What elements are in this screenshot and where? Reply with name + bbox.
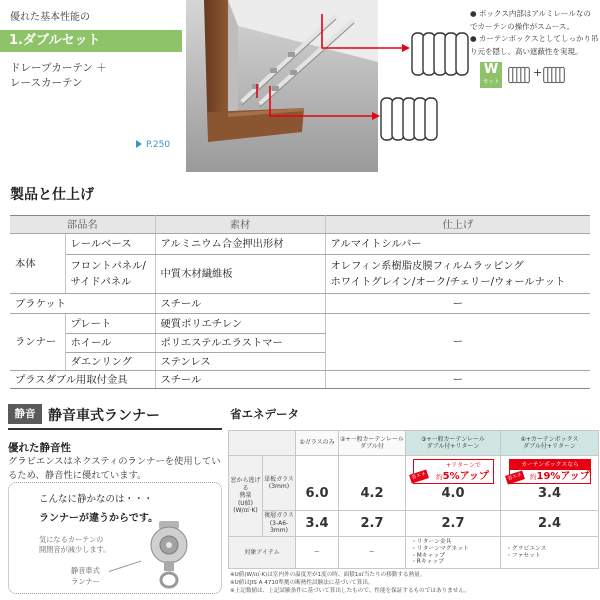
table-row <box>229 456 599 511</box>
section-kicker: 優れた基本性能の <box>10 12 90 23</box>
callout-line-1: こんなに静かなのは・・・ <box>39 494 154 505</box>
footnote: ※U値はJIS A 4710準拠の断熱性試験法に基づいて算出。 <box>230 580 374 586</box>
page-reference-text: P.250 <box>146 140 171 150</box>
feature-line: り元を隠し、高い遮蔽性を実現。 <box>470 46 583 56</box>
material: ステンレス <box>155 353 325 371</box>
photo-runner <box>272 86 279 91</box>
callout-line-2: ランナーが違うからです。 <box>39 513 159 524</box>
eco-badge: 省エネ <box>409 469 429 483</box>
metric-label-line: 熱量 <box>239 492 252 500</box>
savings-callout-box <box>506 459 591 484</box>
part-name: ブラケット <box>10 294 155 314</box>
w-set-label: セット <box>482 79 500 85</box>
footnote: ※U値(W/㎡·K)は室内外の温度差が1度の時、面積1㎡当たりの移動する熱量。 <box>230 572 426 578</box>
item-line: ・リターンマグネット <box>411 545 469 552</box>
items-label: 対象アイテム <box>229 537 296 569</box>
silent-divider <box>8 428 222 430</box>
part-name: プラスダブル用取付金具 <box>10 371 155 389</box>
items-cell <box>406 537 501 569</box>
set-title-bar <box>0 30 182 52</box>
photo-runner <box>270 68 277 73</box>
energy-table <box>228 430 599 569</box>
column-header <box>296 431 339 456</box>
table-header-row <box>10 216 590 234</box>
silent-badge: 静音 <box>8 404 42 424</box>
callout-prefix: 約 <box>436 473 443 481</box>
table-row <box>229 537 599 569</box>
material: 中質木材繊維板 <box>155 255 325 294</box>
u-value: 4.2 <box>360 486 384 501</box>
metric-label-line: (U値) <box>237 499 254 507</box>
column-header-line: ③+一般カーテンレール <box>421 435 485 443</box>
curtain-icon <box>378 95 440 143</box>
finish: ー <box>325 371 590 389</box>
silent-body <box>8 455 224 483</box>
runner-label-line: 静音車式 <box>71 566 100 575</box>
item-line: ・ファセット <box>506 552 541 559</box>
silent-subhead: 優れた静音性 <box>8 442 71 454</box>
callout-note-line: 気になるカーテンの <box>39 535 104 544</box>
products-heading: 製品と仕上げ <box>10 187 94 203</box>
glass-type-line: 複層ガラス <box>264 512 294 520</box>
material: ポリエステルエラストマー <box>155 334 325 353</box>
u-value: 3.4 <box>537 486 562 501</box>
curtain-icon <box>508 65 530 85</box>
u-value: 2.4 <box>501 511 599 537</box>
energy-heading: 省エネデータ <box>230 407 299 421</box>
table-row <box>10 234 590 255</box>
silent-title: 静音車式ランナー <box>48 408 160 424</box>
material: スチール <box>155 371 325 389</box>
column-header <box>339 431 406 456</box>
glass-type-line: (3mm) <box>268 483 290 490</box>
callout-figure <box>530 471 588 484</box>
glass-type <box>263 456 296 511</box>
photo-runner <box>252 84 259 89</box>
u-value: 4.0 <box>441 486 465 501</box>
part-name: レールベース <box>65 234 155 255</box>
material: スチール <box>155 294 325 314</box>
callout-percent: 5%アップ <box>442 471 489 482</box>
finish <box>325 255 590 294</box>
runner-label <box>71 565 100 587</box>
finish: アルマイトシルバー <box>325 234 590 255</box>
energy-header-blank <box>229 431 296 456</box>
photo-runner <box>290 70 297 75</box>
set-desc-line-1: ドレープカーテン ＋ <box>10 62 107 74</box>
photo-runner <box>288 52 295 57</box>
column-header-line: ④+カーテンボックス <box>520 435 579 443</box>
value-cell <box>339 456 406 511</box>
material: 硬質ポリエチレン <box>155 314 325 334</box>
page-reference-link[interactable] <box>136 140 170 151</box>
curtain-box-photo <box>186 0 378 172</box>
column-header-line: ②+一般カーテンレール <box>340 435 404 443</box>
metric-label-line: (W/㎡·K) <box>233 507 258 515</box>
energy-footnotes <box>230 571 596 595</box>
silent-callout-box <box>8 482 222 594</box>
column-header <box>406 431 501 456</box>
column-header-line: ①ガラスのみ <box>299 439 335 447</box>
glass-type-line: (3-A6-3mm) <box>269 519 289 535</box>
u-value: 6.0 <box>305 486 329 501</box>
arrow-head-icon <box>402 44 410 52</box>
feature-line: ● カーテンボックスとしてしっかり吊 <box>470 34 599 43</box>
group-body: 本体 <box>10 234 65 294</box>
column-header-line: ダブル付+リターン <box>523 443 576 450</box>
column-header <box>501 431 599 456</box>
callout-header: カーテンボックスなら <box>510 460 590 470</box>
runner-photo <box>141 519 197 591</box>
table-row <box>229 511 599 537</box>
set-title: 1.ダブルセット <box>9 33 101 48</box>
finish-line: ホワイトグレイン/オーク/チェリー/ウォールナット <box>330 276 566 288</box>
set-desc-line-2: レースカーテン <box>10 77 83 89</box>
w-set-badge <box>480 62 502 88</box>
material: アルミニウム合金押出形材 <box>155 234 325 255</box>
feature-list <box>470 8 598 58</box>
runner-label-line: ランナー <box>71 577 100 586</box>
product-table <box>10 215 590 389</box>
glass-type <box>263 511 296 537</box>
runner-leader-line <box>109 561 142 572</box>
header-finish: 仕上げ <box>325 216 590 234</box>
silent-body-line: グラビエンスはネクスティのランナーを使用してい <box>8 456 221 467</box>
u-value: 2.7 <box>339 511 406 537</box>
eco-badge: 省エネ <box>505 470 525 484</box>
feature-line: でカーテンの操作がスムース。 <box>470 21 575 31</box>
w-set-letter: W <box>483 62 499 77</box>
part-name: ホイール <box>65 334 155 353</box>
column-header-line: ダブル付 <box>360 443 384 450</box>
callout-note <box>39 535 110 555</box>
footnote: ※上記数値は、上記試験条件に基づいて算出したもので、性能を保証するものではありません。 <box>230 588 470 594</box>
triangle-right-icon <box>136 140 142 148</box>
silent-body-line: るため、静音性に優れています。 <box>8 470 147 481</box>
feature-line: ● ボックス内部はアルミレールなの <box>470 9 591 18</box>
item-line: ・Rキャップ <box>411 559 445 566</box>
callout-prefix: 約 <box>530 473 537 481</box>
savings-callout-return <box>410 459 494 484</box>
callout-caption: +リターンで <box>446 462 481 469</box>
glass-type-line: 単板ガラス <box>264 475 294 483</box>
table-row <box>10 314 590 334</box>
part-name-line: サイドパネル <box>70 276 132 288</box>
table-row <box>10 255 590 294</box>
callout-figure <box>434 471 491 484</box>
value-cell <box>296 456 339 511</box>
part-name: ダエンリング <box>65 353 155 371</box>
finish-line: オレフィン系樹脂皮膜フィルムラッピング <box>330 260 524 272</box>
part-name-line: フロントパネル/ <box>70 260 146 272</box>
callout-percent: 19%アップ <box>536 471 590 482</box>
metric-label <box>229 456 263 537</box>
curtain-icon <box>543 65 565 85</box>
value-cell <box>501 456 599 511</box>
table-row <box>10 294 590 314</box>
metric-label-line: 窓から逃げる <box>230 477 261 492</box>
u-value: 2.7 <box>406 511 501 537</box>
items-cell: ー <box>296 537 339 569</box>
items-cell <box>501 537 599 569</box>
column-header-line: ダブル付+リターン <box>426 443 480 450</box>
finish: ー <box>325 314 590 371</box>
plus-sign: + <box>533 66 543 79</box>
item-line: ・リターン金具 <box>411 538 452 545</box>
value-cell <box>406 456 501 511</box>
header-part: 部品名 <box>10 216 155 234</box>
table-row <box>10 371 590 389</box>
energy-header-row <box>229 431 599 456</box>
item-line: ・グラビエンス <box>506 545 547 552</box>
part-name: プレート <box>65 314 155 334</box>
items-cell: ー <box>339 537 406 569</box>
item-line: ・Mキャップ <box>411 552 445 559</box>
header-material: 素材 <box>155 216 325 234</box>
u-value: 3.4 <box>296 511 339 537</box>
callout-note-line: 開閉音が減少します。 <box>39 545 111 554</box>
group-runner: ランナー <box>10 314 65 371</box>
part-name <box>65 255 155 294</box>
finish: ー <box>325 294 590 314</box>
curtain-icon <box>410 30 470 78</box>
